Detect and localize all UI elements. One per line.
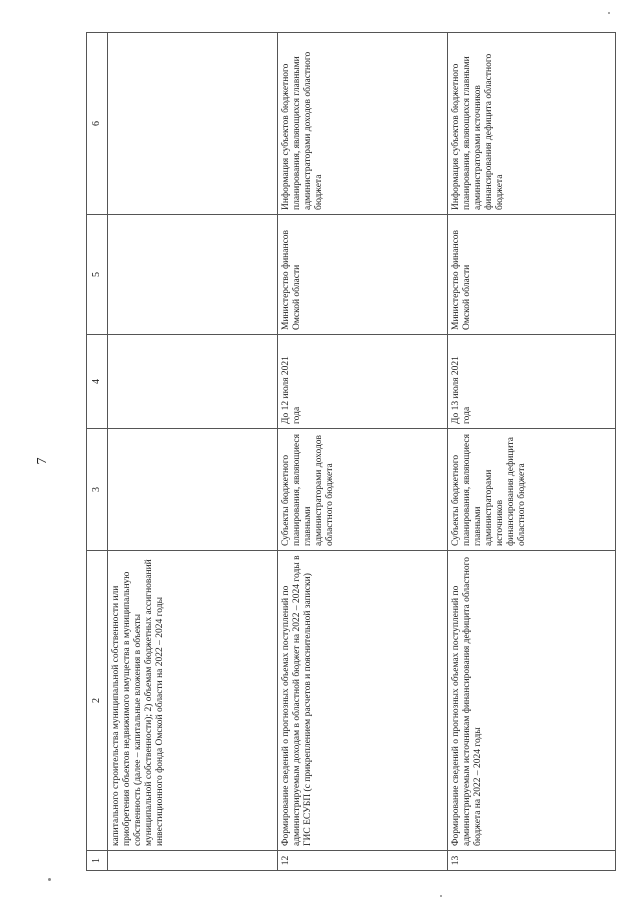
row-recipient: Министерство финансов Омской области [448, 215, 616, 335]
header-col-6: 6 [87, 33, 108, 215]
row-executor: Субъекты бюджетного планирования, являющиеся главными администраторами доходов областного бюджета [278, 429, 448, 551]
header-col-2: 2 [87, 551, 108, 851]
row-number: 12 [278, 851, 448, 871]
table-rotator [86, 33, 614, 871]
row-executor [108, 429, 278, 551]
schedule-table [86, 32, 616, 871]
scan-speck [440, 895, 442, 897]
row-description: Формирование сведений о прогнозных объемах поступлений по администрируемым источникам финансирования дефицита областного бюджета на 2022 – 2024 годы [448, 551, 616, 851]
row-number [108, 851, 278, 871]
row-deadline: До 13 июля 2021 года [448, 335, 616, 429]
row-recipient [108, 215, 278, 335]
row-result [108, 33, 278, 215]
row-description: Формирование сведений о прогнозных объемах поступлений по администрируемым доходам в областной бюджет на 2022 – 2024 годы в ГИС ЕСУБП (с прикреплением расчетов и пояснительной записки) [278, 551, 448, 851]
row-recipient: Министерство финансов Омской области [278, 215, 448, 335]
page-number: 7 [35, 457, 50, 465]
row-description: капитального строительства муниципальной собственности или приобретения объектов недвижимого имущества в муниципальную собственность (далее – капитальные вложения в объекты муниципальной собственности); 2) объемам бюджетных ассигнований инвестиционного фонда Омской области на 2022 – 2024 годы [108, 551, 278, 851]
rotated-table-sheet [86, 33, 614, 871]
row-number: 13 [448, 851, 616, 871]
row-result: Информация субъектов бюджетного планирования, являющихся главными администраторами источников финансирования дефицита областного бюджета [448, 33, 616, 215]
table-row [278, 33, 448, 871]
table-row [108, 33, 278, 871]
header-row [87, 33, 108, 871]
header-col-3: 3 [87, 429, 108, 551]
scan-speck [608, 12, 610, 14]
row-result: Информация субъектов бюджетного планирования, являющихся главными администраторами доходов областного бюджета [278, 33, 448, 215]
table-row [448, 33, 616, 871]
row-deadline: До 12 июля 2021 года [278, 335, 448, 429]
header-col-1: 1 [87, 851, 108, 871]
row-executor: Субъекты бюджетного планирования, являющиеся главными администраторами источников финансирования дефицита областного бюджета [448, 429, 616, 551]
row-deadline [108, 335, 278, 429]
header-col-5: 5 [87, 215, 108, 335]
header-col-4: 4 [87, 335, 108, 429]
scan-speck [48, 878, 51, 881]
